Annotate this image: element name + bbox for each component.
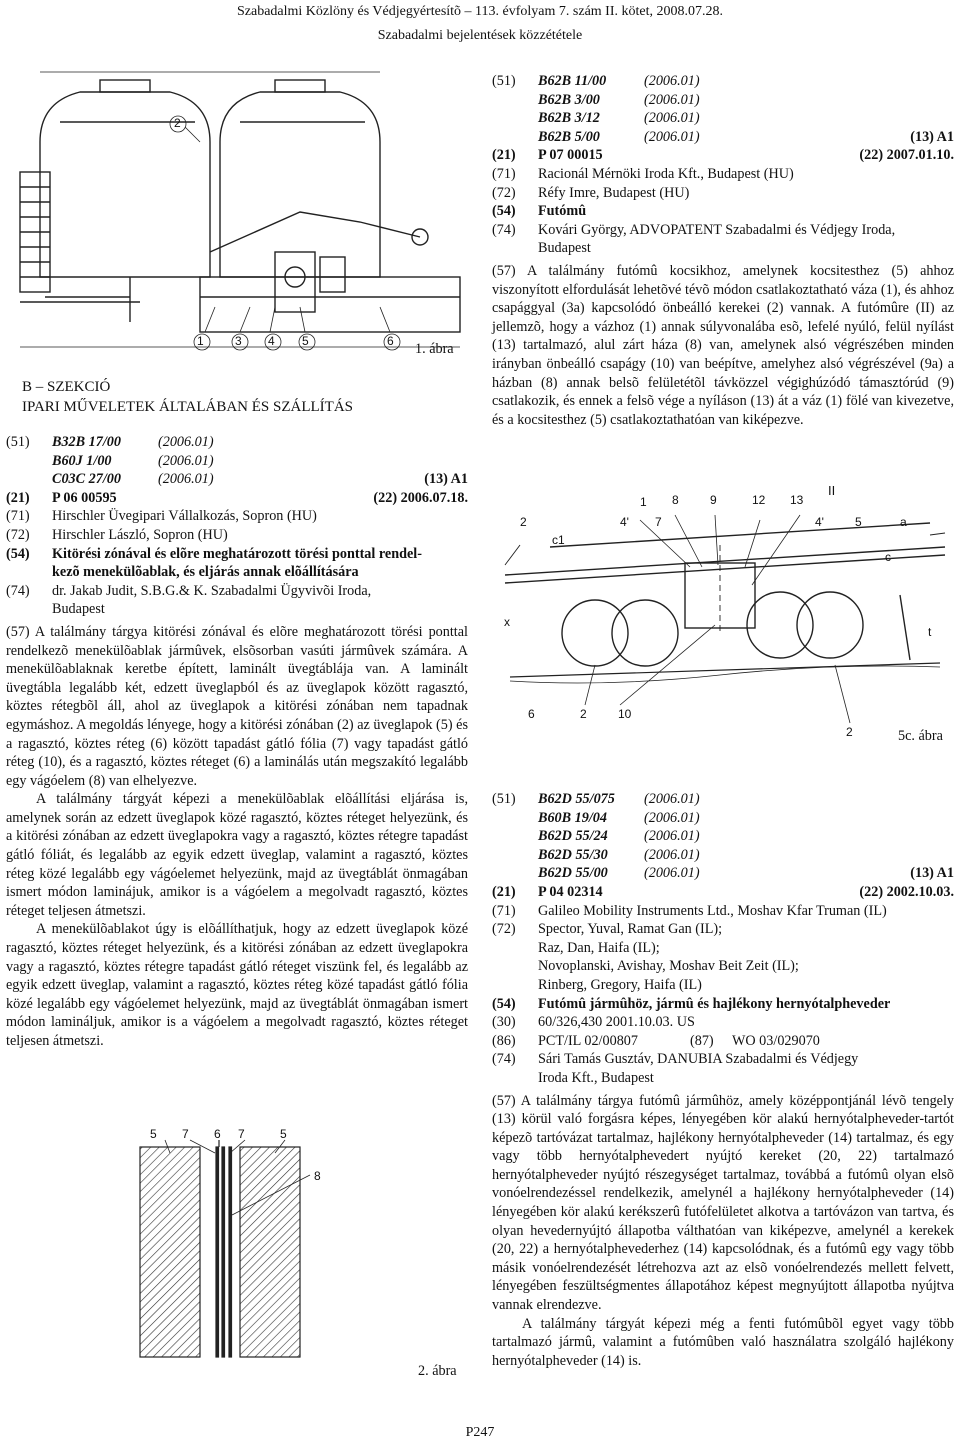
- field-num: (74): [492, 221, 516, 238]
- inventor: Spector, Yuval, Ramat Gan (IL);: [538, 921, 723, 938]
- fig5c-label: 10: [618, 707, 632, 721]
- application-date: (22) 2007.01.10.: [859, 147, 954, 164]
- abstract-paragraph: (57) A találmány futómû kocsikhoz, amelynek kocsitesthez (5) ahhoz viszonyított elfordulását lehetõvé tévõ módon csatlakoztatható váza (1), és ahhoz csapággyal (3a) kapcsolódó önbeálló kerekei (2) vannak. A futómûre (II) az jellemzõ, hogy a vázhoz (1) annak súlyvonalába esõ, lefelé nyúló, felül nyílást (13) tartalmazó, alul zárt háza (8) van, amelynek alsó végrészében minden irányban önbeálló csapágy (10) van beépítve, amelyhez alsó végrészével (9a) a házban (8) annak belsõ felületétõl távközzel végighúzódó támasztórúd (9) csatlakozik, és ennek a felsõ vége a nyíláson (13) át a váz (1) fölé van kivezetve, és a kocsitesthez (5) csatlakoztathatóan van kiképezve.: [492, 262, 954, 428]
- abstract-paragraph: A menekülõablakot úgy is elõállíthatjuk, hogy az edzett üveglapok közé ragasztó, köztes réteget helyezünk, és a kitörési zónában az edzett üveglapokra vagy a ragasztó, köztes rétegre tapadást gátló réteget viszünk fel, és legalább az egyik edzett üveglap, valamint a ragasztó, köztes réteg közé tapadást gátló fólia közé legalább egy vágóelemet helyezünk, majd az üvegtáblát önmagában ismert módon lamináljuk, amikor is a vágóelem a megolvadt ragasztó, köztes réteget teljesen átmetszi.: [6, 921, 468, 1049]
- page-number: P247: [465, 1425, 495, 1440]
- agent-city: Iroda Kft., Budapest: [538, 1069, 654, 1086]
- figure-1-drawing: [0, 62, 475, 362]
- agent: dr. Jakab Judit, S.B.G.& K. Szabadalmi Ügyvivõi Iroda,: [52, 582, 372, 599]
- abstract-paragraph: (57) A találmány tárgya futómû jármûhöz, amely középpontjánál lévõ tengely (13) körül való forgásra képes, lényegében kör alakú hernyótalpheveder-tartót képezõ tartóvázat tartalmaz, hajlékony hernyótalpheveder (14) tartalmaz, és egy vagy több hernyótalphevedert nyújtó kereket (20, 22) tartalmazó hernyótalpheveder nyújtó részegységet tartalmaz, továbbá a futómû olyan elsõ vonóelrendezéssel rendelkezik, amelynél a hajlékony hernyótalpheveder (14) lényegében kör alakú kerékszerû futófelületet alkotva a tartóvázon van tartva, és olyan hevedernyújtó állapotba válthatóan van kiképezve, amelynél a kerekek (20, 22) a hernyótalphevederhez (14) kapcsolódnak, és a futómû egy vagy több másik vonóelrendezését létrehozva azt az elsõ vonóelrendezés mellett felvett, lényegében feszültségmentes állapotához képest megnyújtott állapotba nyújtva vannak elrendezve.: [492, 1092, 954, 1314]
- field-num: (54): [492, 995, 516, 1012]
- kind-code: (13) A1: [424, 471, 468, 488]
- application-row: [492, 883, 954, 902]
- class-version: (2006.01): [644, 110, 700, 127]
- field-num: (72): [6, 526, 30, 543]
- title-row: [6, 545, 468, 564]
- fig1-caption: 1. ábra: [415, 341, 454, 357]
- field-num: (21): [6, 489, 30, 506]
- class-version: (2006.01): [644, 791, 700, 807]
- inventor-row: [492, 184, 954, 203]
- application-date: (22) 2006.07.18.: [373, 489, 468, 506]
- inventor: Novoplanski, Avishay, Moshav Beit Zeit (IL);: [538, 958, 799, 975]
- class-row: [492, 790, 954, 809]
- field-num: (51): [492, 791, 516, 807]
- class-code: B62B 3/00: [538, 91, 600, 108]
- priority-row: [492, 1013, 954, 1032]
- fig1-label: 6: [387, 334, 394, 348]
- fig5c-caption: 5c. ábra: [898, 728, 943, 744]
- field-num: (54): [492, 203, 516, 220]
- field-num: (51): [6, 434, 30, 450]
- class-row: [6, 433, 468, 452]
- patent-entry-2: [492, 72, 954, 429]
- fig1-label: 5: [302, 334, 309, 348]
- fig5c-label: 12: [752, 493, 766, 507]
- agent: Kovári György, ADVOPATENT Szabadalmi és Védjegy Iroda,: [538, 221, 896, 238]
- figure-5c-drawing: [490, 475, 955, 750]
- class-version: (2006.01): [644, 91, 700, 108]
- field-num: (72): [492, 921, 516, 938]
- fig5c-label: 2: [846, 725, 853, 739]
- field-num: (54): [6, 545, 30, 562]
- abstract-paragraph: A találmány tárgyát képezi a menekülõablak elõállítási eljárása is, amelynek során az edzett üveglapok közé ragasztó, köztes réteget helyezünk, és a kitörési zónában az edzett üveglapokra vagy a ragasztó, köztes rétegre tapadást gátló fóliát, és legalább az egyik edzett üveglap, valamint a ragasztó, köztes réteg közé legalább egy vágóelemet helyezünk, majd az üvegtáblát önmagában ismert módon laminájuk, amikor is a vágóelem a megolvadt ragasztó, köztes réteget teljesen átmetszi.: [6, 791, 468, 919]
- title-line: Futómû: [538, 203, 587, 220]
- class-version: (2006.01): [158, 452, 214, 469]
- agent-city: Budapest: [538, 240, 591, 257]
- fig5c-label: 7: [655, 515, 662, 529]
- figure-5c: [490, 475, 955, 750]
- agent-city-row: [492, 1069, 954, 1088]
- fig2-label: 5: [150, 1127, 157, 1141]
- class-row: [492, 109, 954, 128]
- class-row: [6, 470, 468, 489]
- fig5c-label: a: [900, 515, 907, 529]
- fig2-label: 7: [238, 1127, 245, 1141]
- fig5c-label: 13: [790, 493, 804, 507]
- kind-code: (13) A1: [910, 128, 954, 145]
- figure-2: [130, 1125, 470, 1370]
- inventor-row: [492, 976, 954, 995]
- class-version: (2006.01): [644, 828, 700, 845]
- inventor-row: [492, 957, 954, 976]
- class-version: (2006.01): [158, 434, 214, 450]
- agent-city-row: [492, 239, 954, 258]
- title-row: [492, 995, 954, 1014]
- patent-entry-3: [492, 790, 954, 1370]
- pct-row: [492, 1032, 954, 1051]
- class-row: [492, 864, 954, 883]
- class-code: B62D 55/30: [538, 846, 608, 863]
- fig5c-label: II: [828, 483, 836, 498]
- application-number: P 06 00595: [52, 489, 117, 506]
- abstract-paragraph: (57) A találmány tárgya kitörési zónával és elõre meghatározott törési ponttal rendelkezõ menekülõablak jármûvek, elsõsorban vasúti jármûvek számára. A menekülõablaknak keretbe épített, laminált üvegtáblája van. A laminált üvegtábla legalább két, edzett üveglapból és az üveglapok között ragasztó, köztes rétegbõl áll, ahol az üveglapok a kitörési zónában nem tapadnak egymáshoz. A megoldás lényege, hogy a kitörési zónában (2) az üveglapok (5) és a ragasztó, köztes réteg (6) között tapadást gátló fólia (7) vagy tapadást gátló réteg (10), és a ragasztó, köztes réteget (6) a laminálás után megszakító legalább egy vágóelem (8) van elhelyezve.: [6, 623, 468, 789]
- field-num: (21): [492, 147, 516, 164]
- agent-row: [492, 1050, 954, 1069]
- agent-row: [6, 582, 468, 601]
- class-code: B62D 55/075: [538, 791, 615, 807]
- agent-row: [492, 221, 954, 240]
- journal-header: Szabadalmi Közlöny és Védjegyértesítõ – 113. évfolyam 7. szám II. kötet, 2008.07.28.: [236, 4, 723, 19]
- class-row: [492, 72, 954, 91]
- applicant: Hirschler Üvegipari Vállalkozás, Sopron (HU): [52, 508, 317, 525]
- title-row: [6, 563, 468, 582]
- fig5c-label: c1: [552, 533, 565, 547]
- application-number: P 07 00015: [538, 147, 603, 164]
- class-version: (2006.01): [158, 471, 214, 488]
- figure-2-drawing: [130, 1125, 470, 1370]
- class-version: (2006.01): [644, 73, 700, 89]
- class-code: B62B 5/00: [538, 128, 600, 145]
- class-code: B62B 11/00: [538, 73, 607, 89]
- class-code: B62D 55/00: [538, 865, 608, 882]
- inventor: Réfy Imre, Budapest (HU): [538, 184, 690, 201]
- class-row: [6, 452, 468, 471]
- field-num: (72): [492, 184, 516, 201]
- inventor-row: [6, 526, 468, 545]
- title-line: Futómû jármûhöz, jármû és hajlékony hernyótalpheveder: [538, 995, 891, 1012]
- fig5c-label: 2: [580, 707, 587, 721]
- applicant-row: [492, 165, 954, 184]
- class-row: [492, 128, 954, 147]
- fig5c-label: t: [928, 625, 932, 639]
- applicant: Galileo Mobility Instruments Ltd., Moshav Kfar Truman (IL): [538, 902, 887, 919]
- fig2-label: 5: [280, 1127, 287, 1141]
- class-code: C03C 27/00: [52, 471, 121, 488]
- class-code: B60B 19/04: [538, 809, 607, 826]
- fig1-label: 3: [235, 334, 242, 348]
- fig2-caption: 2. ábra: [418, 1363, 457, 1379]
- field-num: (30): [492, 1014, 516, 1031]
- field-num: (86): [492, 1032, 516, 1049]
- class-row: [492, 91, 954, 110]
- section-title-line1: B – SZEKCIÓ: [22, 379, 111, 395]
- field-num: (71): [492, 902, 516, 919]
- title-line: Kitörési zónával és elõre meghatározott törési ponttal rendel-: [52, 545, 422, 562]
- wo-number: WO 03/029070: [732, 1032, 820, 1049]
- kind-code: (13) A1: [910, 865, 954, 882]
- field-num: (21): [492, 883, 516, 900]
- fig5c-label: 4': [620, 515, 629, 529]
- application-date: (22) 2002.10.03.: [859, 883, 954, 900]
- field-num: (71): [6, 508, 30, 525]
- class-code: B62B 3/12: [538, 110, 600, 127]
- section-title: [22, 378, 353, 417]
- class-code: B32B 17/00: [52, 434, 121, 450]
- class-version: (2006.01): [644, 846, 700, 863]
- fig2-label: 6: [214, 1127, 221, 1141]
- figure-1: [0, 62, 475, 362]
- priority: 60/326,430 2001.10.03. US: [538, 1014, 695, 1031]
- inventor: Rinberg, Gregory, Haifa (IL): [538, 976, 702, 993]
- fig5c-label: 4': [815, 515, 824, 529]
- inventor-row: [492, 920, 954, 939]
- application-number: P 04 02314: [538, 883, 603, 900]
- title-row: [492, 202, 954, 221]
- fig5c-label: 9: [710, 493, 717, 507]
- pct-number: PCT/IL 02/00807: [538, 1032, 638, 1049]
- field-num: (71): [492, 165, 516, 182]
- fig5c-label: 2: [520, 515, 527, 529]
- fig5c-label: 8: [672, 493, 679, 507]
- fig1-label: 1: [197, 334, 204, 348]
- class-row: [492, 827, 954, 846]
- application-row: [6, 489, 468, 508]
- fig1-label: 2: [174, 116, 181, 130]
- fig1-label: 4: [268, 334, 275, 348]
- class-row: [492, 846, 954, 865]
- fig5c-label: c: [885, 550, 891, 564]
- field-num: (87): [690, 1032, 714, 1049]
- inventor: Raz, Dan, Haifa (IL);: [538, 939, 660, 956]
- class-code: B60J 1/00: [52, 452, 112, 469]
- fig2-label: 7: [182, 1127, 189, 1141]
- fig2-label: 8: [314, 1169, 321, 1183]
- field-num: (51): [492, 73, 516, 89]
- inventor: Hirschler László, Sopron (HU): [52, 526, 228, 543]
- class-version: (2006.01): [644, 865, 700, 882]
- section-header: Szabadalmi bejelentések közzététele: [377, 28, 583, 43]
- class-row: [492, 809, 954, 828]
- class-version: (2006.01): [644, 128, 700, 145]
- class-code: B62D 55/24: [538, 828, 608, 845]
- fig5c-label: 5: [855, 515, 862, 529]
- applicant: Racionál Mérnöki Iroda Kft., Budapest (HU): [538, 165, 794, 182]
- agent-city: Budapest: [52, 601, 105, 618]
- field-num: (74): [6, 582, 30, 599]
- fig5c-label: 1: [640, 495, 647, 509]
- agent-city-row: [6, 600, 468, 619]
- agent: Sári Tamás Gusztáv, DANUBIA Szabadalmi és Védjegy: [538, 1051, 859, 1068]
- applicant-row: [6, 507, 468, 526]
- fig5c-label: 6: [528, 707, 535, 721]
- fig5c-label: x: [504, 615, 510, 629]
- title-line: kezõ menekülõablak, és eljárás annak elõállítására: [52, 564, 359, 581]
- patent-entry-1: [6, 433, 468, 1051]
- application-row: [492, 146, 954, 165]
- applicant-row: [492, 902, 954, 921]
- class-version: (2006.01): [644, 809, 700, 826]
- field-num: (74): [492, 1051, 516, 1068]
- abstract-paragraph: A találmány tárgyát képezi még a fenti futómûbõl egyet vagy több tartalmazó jármû, valamint a futómûben való használatra szolgáló hajlékony hernyótalpheveder (14) is.: [492, 1315, 954, 1369]
- section-title-line2: IPARI MŰVELETEK ÁLTALÁBAN ÉS SZÁLLÍTÁS: [22, 398, 354, 415]
- inventor-row: [492, 939, 954, 958]
